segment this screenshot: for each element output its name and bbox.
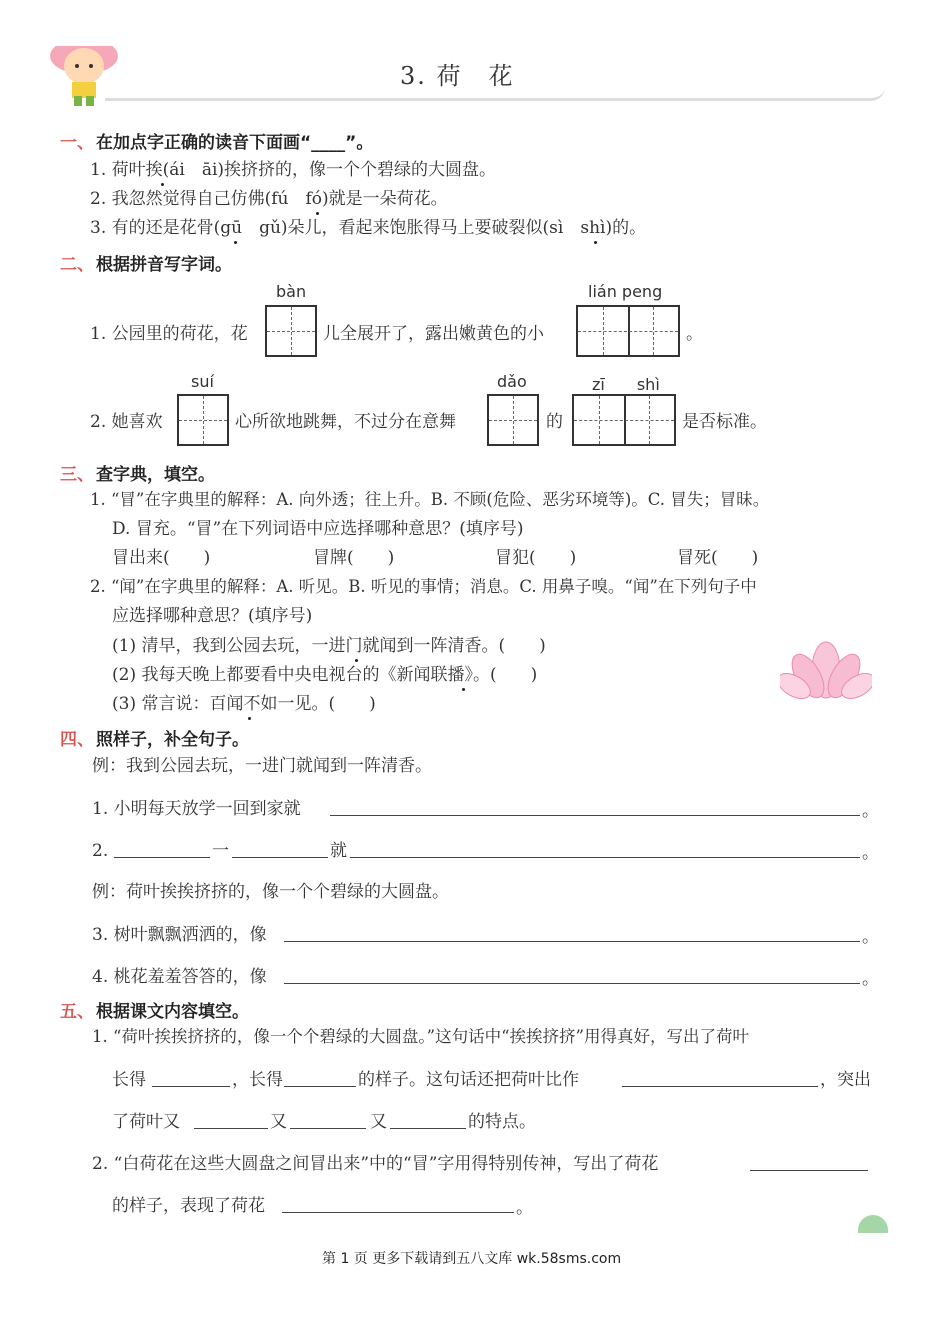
section-5-q1-text-a: 长得: [112, 1070, 146, 1090]
section-3-line-2: D. 冒充。“冒”在下列词语中应选择哪种意思？(填序号): [112, 519, 524, 539]
section-4-q1: 1. 小明每天放学一回到家就: [92, 799, 301, 819]
section-4-heading: 四、 照样子，补全句子。: [60, 730, 249, 750]
section-5-q1-text-d: ，突出: [820, 1070, 871, 1090]
section-2-q1-pre: 1. 公园里的荷花，花: [90, 324, 248, 344]
emphasis-dot: [161, 183, 164, 186]
answer-line[interactable]: [114, 857, 210, 858]
period: 。: [862, 801, 879, 821]
pinyin-dao: dǎo: [497, 372, 527, 391]
tianzige-box[interactable]: [487, 394, 539, 446]
section-5-q1-text-c: 的样子。这句话还把荷叶比作: [358, 1070, 579, 1090]
section-3-line-3: 2. “闻”在字典里的解释：A. 听见。B. 听见的事情；消息。C. 用鼻子嗅。“闻”在下列句子中: [90, 577, 757, 596]
section-5-q2-text-a: 的样子，表现了荷花: [112, 1196, 265, 1216]
pinyin-sui: suí: [191, 372, 214, 391]
section-5-q2-line-1: 2. “白荷花在这些大圆盘之间冒出来”中的“冒”字用得特别传神，写出了荷花: [92, 1154, 659, 1174]
section-4-q4: 4. 桃花羞羞答答的，像: [92, 967, 267, 987]
emphasis-dot: [594, 241, 597, 244]
section-2-q2-mid: 心所欲地跳舞，不过分在意舞: [235, 412, 456, 432]
section-3-sentence-3: (3) 常言说：百闻不如一见。( ): [112, 694, 376, 714]
answer-line[interactable]: [390, 1128, 466, 1129]
section-1-item-2: 2. 我忽然觉得自己仿佛(fú fó)就是一朵荷花。: [90, 189, 448, 209]
page-title: 3. 荷 花: [400, 62, 515, 90]
period: 。: [862, 843, 879, 863]
lotus-flower-image: [780, 630, 872, 702]
answer-line[interactable]: [330, 815, 860, 816]
word-maochulai: 冒出来( ): [112, 548, 211, 568]
section-2-q1-mid: 儿全展开了，露出嫩黄色的小: [323, 324, 544, 344]
section-4-q2-jiu: 就: [330, 841, 347, 861]
section-2-q2-pre: 2. 她喜欢: [90, 412, 163, 432]
section-2-heading: 二、 根据拼音写字词。: [60, 255, 232, 275]
tianzige-box[interactable]: [177, 394, 229, 446]
word-maopai: 冒牌( ): [313, 548, 395, 568]
section-4-example-1: 例：我到公园去玩，一进门就闻到一阵清香。: [92, 756, 432, 776]
page-footer: 第 1 页 更多下载请到五八文库 wk.58sms.com: [322, 1251, 622, 1267]
section-3-line-4: 应选择哪种意思？(填序号): [112, 606, 313, 626]
pinyin-zishi: zī shì: [592, 375, 660, 394]
section-5-q1-text-e: 了荷叶又: [112, 1112, 180, 1132]
answer-line[interactable]: [194, 1128, 268, 1129]
answer-line[interactable]: [284, 941, 860, 942]
word-maosi: 冒死( ): [677, 548, 759, 568]
answer-line[interactable]: [350, 857, 860, 858]
answer-line[interactable]: [152, 1086, 230, 1087]
section-2-q1-end: 。: [686, 324, 703, 344]
word-maofan: 冒犯( ): [495, 548, 577, 568]
leaf-decoration: [858, 1215, 888, 1233]
section-3-sentence-1: (1) 清早，我到公园去玩，一进门就闻到一阵清香。( ): [112, 636, 546, 656]
answer-line[interactable]: [284, 1086, 356, 1087]
emphasis-dot: [316, 212, 319, 215]
pinyin-lianpeng: lián peng: [588, 282, 663, 301]
emphasis-dot: [234, 241, 237, 244]
section-5-q1-text-f: 又: [270, 1112, 287, 1132]
section-5-q1-line-1: 1. “荷叶挨挨挤挤的，像一个个碧绿的大圆盘。”这句话中“挨挨挤挤”用得真好，写出了荷叶: [92, 1027, 749, 1046]
section-2-q2-end: 是否标准。: [682, 412, 767, 432]
section-5-heading: 五、 根据课文内容填空。: [60, 1002, 249, 1022]
answer-line[interactable]: [290, 1128, 366, 1129]
section-1-item-1: 1. 荷叶挨(ái āi)挨挤挤的，像一个个碧绿的大圆盘。: [90, 160, 497, 180]
emphasis-dot: [462, 688, 465, 691]
answer-line[interactable]: [284, 983, 860, 984]
tianzige-box[interactable]: [265, 305, 317, 357]
section-5-q1-text-h: 的特点。: [468, 1112, 536, 1132]
section-4-example-2: 例：荷叶挨挨挤挤的，像一个个碧绿的大圆盘。: [92, 882, 449, 902]
section-1-item-3: 3. 有的还是花骨(gū gǔ)朵儿，看起来饱胀得马上要破裂似(sì shì)的。: [90, 218, 647, 238]
section-5-q1-text-g: 又: [370, 1112, 387, 1132]
emphasis-dot: [248, 717, 251, 720]
section-1-heading: 一、 在加点字正确的读音下面画“____”。: [60, 133, 374, 153]
answer-line[interactable]: [622, 1086, 818, 1087]
answer-line[interactable]: [750, 1170, 868, 1171]
answer-line[interactable]: [232, 857, 328, 858]
section-5-q1-text-b: ，长得: [232, 1070, 283, 1090]
section-2-q2-de: 的: [546, 412, 563, 432]
pinyin-ban: bàn: [276, 282, 307, 301]
section-3-line-1: 1. “冒”在字典里的解释：A. 向外透；往上升。B. 不顾(危险、恶劣环境等)。C. 冒失；冒昧。: [90, 490, 770, 509]
section-4-q3: 3. 树叶飘飘洒洒的，像: [92, 925, 267, 945]
section-3-sentence-2: (2) 我每天晚上都要看中央电视台的《新闻联播》。( ): [112, 665, 538, 685]
answer-line[interactable]: [282, 1212, 514, 1213]
section-4-q2-num: 2.: [92, 841, 109, 861]
tianzige-box-double[interactable]: [572, 394, 676, 446]
tianzige-box-double[interactable]: [576, 305, 680, 357]
section-3-heading: 三、 查字典，填空。: [60, 465, 215, 485]
period: 。: [862, 969, 879, 989]
period: 。: [862, 927, 879, 947]
emphasis-dot: [355, 659, 358, 662]
section-4-q2-yi: 一: [212, 841, 229, 861]
section-5-q2-text-b: 。: [516, 1198, 533, 1218]
